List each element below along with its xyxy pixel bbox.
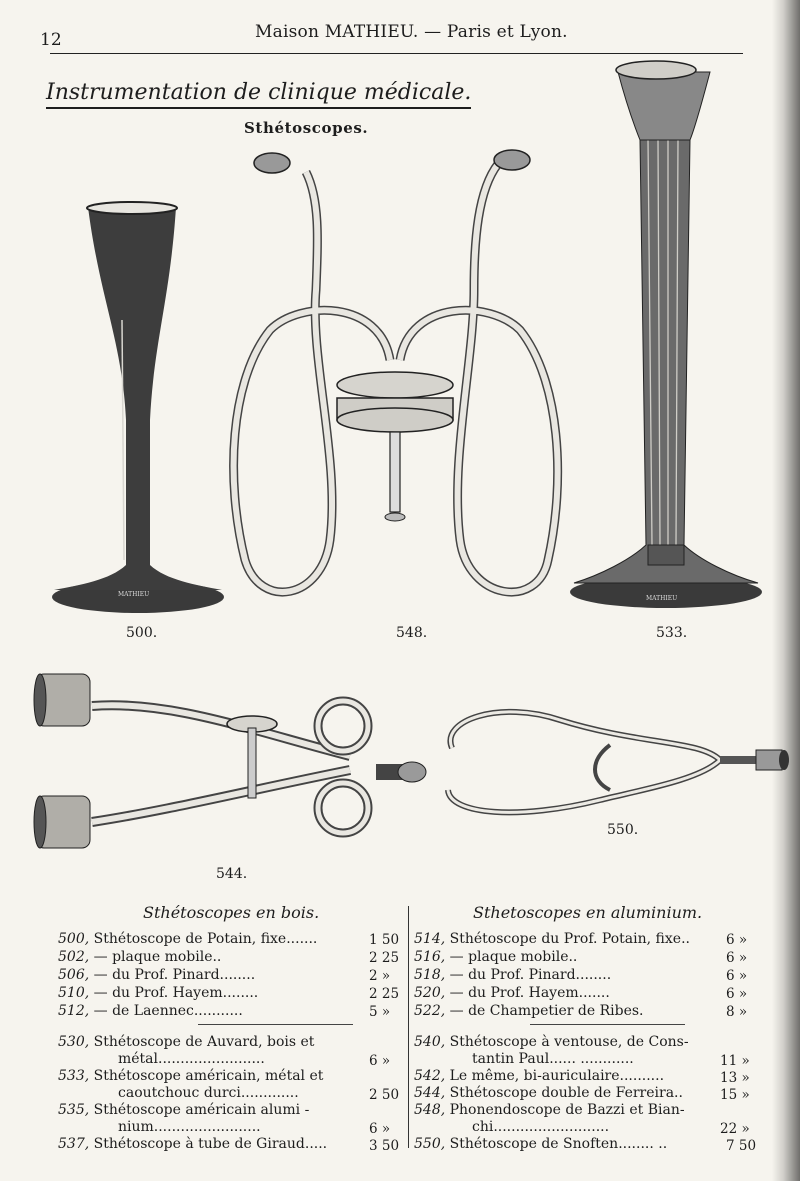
list-item: 535, Sthétoscope américain alumi - [58,1102,310,1118]
list-item: 518, — du Prof. Pinard........ [414,967,612,983]
right-column-title: Sthetoscopes en aluminium. [473,903,703,922]
price: 3 50 [369,1138,400,1154]
section-title: Instrumentation de clinique médicale. [46,80,471,109]
list-item: 537, Sthétoscope à tube de Giraud..... [58,1136,328,1152]
subsection-title: Sthétoscopes. [244,119,369,137]
price: 6 » [726,986,748,1002]
list-item: 502, — plaque mobile.. [58,949,222,965]
price: 6 » [369,1053,391,1069]
price: 22 » [720,1121,750,1137]
list-item-continuation: tantin Paul...... ............ [472,1051,634,1067]
list-item: 500, Sthétoscope de Potain, fixe....... [58,931,318,947]
stethoscope-548-illustration [234,150,558,592]
running-title: Maison MATHIEU. — Paris et Lyon. [255,22,568,42]
right-group-separator [530,1024,685,1025]
list-item: 548, Phonendoscope de Bazzi et Bian- [414,1102,685,1118]
price: 6 » [726,950,748,966]
list-item: 516, — plaque mobile.. [414,949,578,965]
list-item: 512, — de Laennec........... [58,1003,243,1019]
engraving-mark-533: MATHIEU [646,595,678,602]
list-item: 544, Sthétoscope double de Ferreira.. [414,1085,683,1101]
price: 13 » [720,1070,750,1086]
stethoscope-544-illustration [34,674,426,848]
price: 11 » [720,1053,750,1069]
list-item: 542, Le même, bi-auriculaire.......... [414,1068,665,1084]
price: 5 » [369,1004,391,1020]
figure-label-533: 533. [656,625,688,641]
list-item-continuation: nium........................ [118,1119,261,1135]
list-item: 520, — du Prof. Hayem....... [414,985,610,1001]
price: 7 50 [726,1138,757,1154]
price: 6 » [726,968,748,984]
left-column-title: Sthétoscopes en bois. [143,903,320,922]
list-item-continuation: chi.......................... [472,1119,610,1135]
price: 6 » [726,932,748,948]
price: 2 25 [369,950,400,966]
price: 15 » [720,1087,750,1103]
list-item: 550, Sthétoscope de Snoften........ .. [414,1136,668,1152]
engraving-mark-500: MATHIEU [118,591,150,598]
price: 2 25 [369,986,400,1002]
list-item: 514, Sthétoscope du Prof. Potain, fixe.. [414,931,690,947]
price: 1 50 [369,932,400,948]
list-item: 522, — de Champetier de Ribes. [414,1003,644,1019]
price: 8 » [726,1004,748,1020]
figure-label-500: 500. [126,625,158,641]
figure-label-544: 544. [216,866,248,882]
price: 6 » [369,1121,391,1137]
figure-label-548: 548. [396,625,428,641]
stethoscope-533-illustration [570,61,762,608]
page-number: 12 [40,30,62,50]
list-item: 506, — du Prof. Pinard........ [58,967,256,983]
left-group-separator [198,1024,353,1025]
price: 2 » [369,968,391,984]
list-item-continuation: caoutchouc durci............. [118,1085,299,1101]
column-divider [408,906,409,1148]
list-item: 540, Sthétoscope à ventouse, de Cons- [414,1034,689,1050]
price: 2 50 [369,1087,400,1103]
list-item-continuation: métal........................ [118,1051,265,1067]
stethoscope-550-illustration [448,712,789,812]
list-item: 533, Sthétoscope américain, métal et [58,1068,324,1084]
figure-label-550: 550. [607,822,639,838]
list-item: 530, Sthétoscope de Auvard, bois et [58,1034,315,1050]
list-item: 510, — du Prof. Hayem........ [58,985,259,1001]
stethoscope-500-illustration [52,202,224,613]
